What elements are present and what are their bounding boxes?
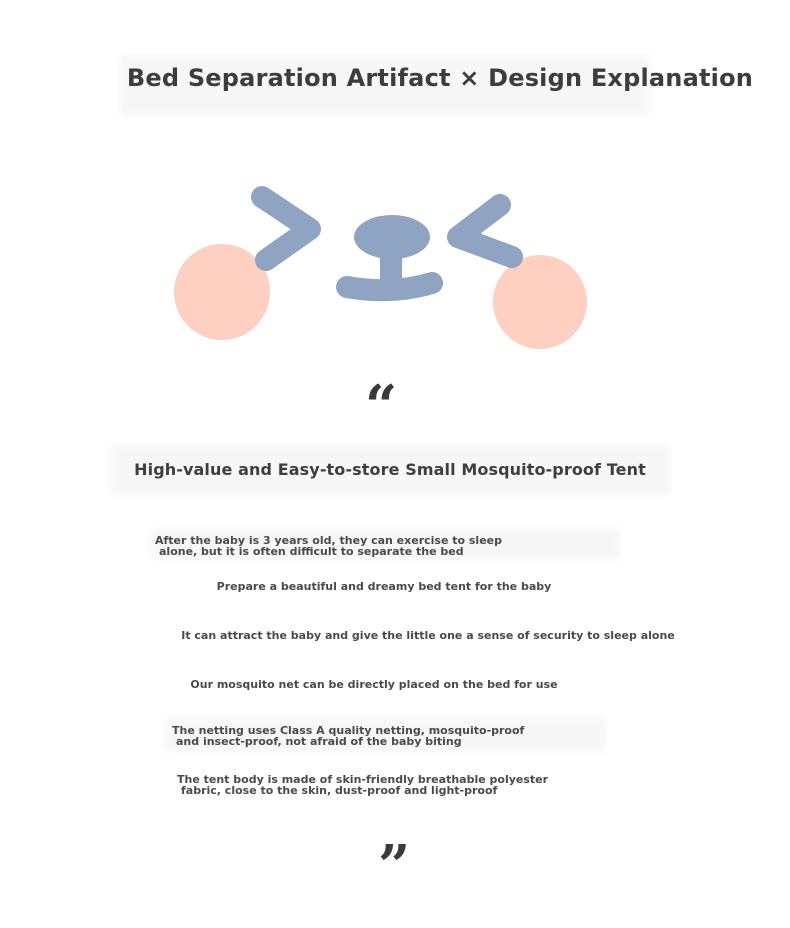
paragraph-line: After the baby is 3 years old, they can exercise to sleep <box>155 534 502 547</box>
mouth <box>347 283 432 290</box>
paragraph-line: It can attract the baby and give the little one a sense of security to sleep alone <box>181 629 675 642</box>
paragraph-4 <box>0 679 748 690</box>
paragraph-1 <box>155 535 502 557</box>
right-eye <box>458 205 512 257</box>
smiling-face-icon <box>160 175 600 360</box>
paragraph-line: The tent body is made of skin-friendly breathable polyester <box>177 773 549 786</box>
paragraph-line: Our mosquito net can be directly placed on the bed for use <box>190 678 558 691</box>
paragraph-line: Prepare a beautiful and dreamy bed tent for the baby <box>216 580 552 593</box>
subtitle: High-value and Easy-to-store Small Mosquito-proof Tent <box>134 460 646 479</box>
paragraph-line: fabric, close to the skin, dust-proof and light-proof <box>181 784 498 797</box>
paragraph-5 <box>172 725 524 747</box>
paragraph-line: and insect-proof, not afraid of the baby biting <box>176 735 462 748</box>
paragraph-line: The netting uses Class A quality netting, mosquito-proof <box>172 724 525 737</box>
right-cheek <box>493 255 587 349</box>
paragraph-6 <box>177 774 548 796</box>
page-title: Bed Separation Artifact × Design Explanation <box>126 64 754 92</box>
open-quote-icon: “ <box>365 373 398 439</box>
paragraph-line: alone, but it is often difficult to separate the bed <box>159 545 464 558</box>
close-quote-icon: ” <box>378 833 411 899</box>
nose-stem <box>380 247 402 283</box>
paragraph-3 <box>0 630 790 641</box>
paragraph-2 <box>0 581 768 592</box>
left-eye <box>262 197 310 260</box>
